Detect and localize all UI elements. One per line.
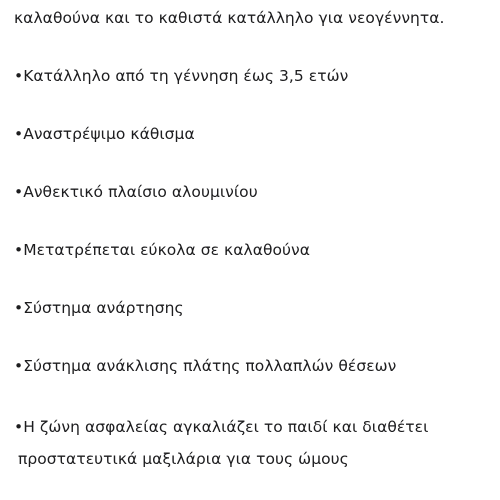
feature-item-suspension: •Σύστημα ανάρτησης (14, 299, 184, 317)
feature-item-age-range: •Κατάλληλο από τη γέννηση έως 3,5 ετών (14, 67, 349, 85)
feature-item-safety-harness: •Η ζώνη ασφαλείας αγκαλιάζει το παιδί και διαθέτει (14, 418, 429, 436)
feature-item-safety-harness-continuation: προστατευτικά μαξιλάρια για τους ώμους (18, 450, 349, 468)
intro-paragraph-tail: καλαθούνα και το καθιστά κατάλληλο για νεογέννητα. (14, 9, 445, 27)
feature-item-recline-system: •Σύστημα ανάκλισης πλάτης πολλαπλών θέσεων (14, 357, 397, 375)
feature-item-aluminium-frame: •Ανθεκτικό πλαίσιο αλουμινίου (14, 183, 258, 201)
feature-item-reversible-seat: •Αναστρέψιμο κάθισμα (14, 125, 195, 143)
feature-item-carrycot-conversion: •Μετατρέπεται εύκολα σε καλαθούνα (14, 241, 311, 259)
